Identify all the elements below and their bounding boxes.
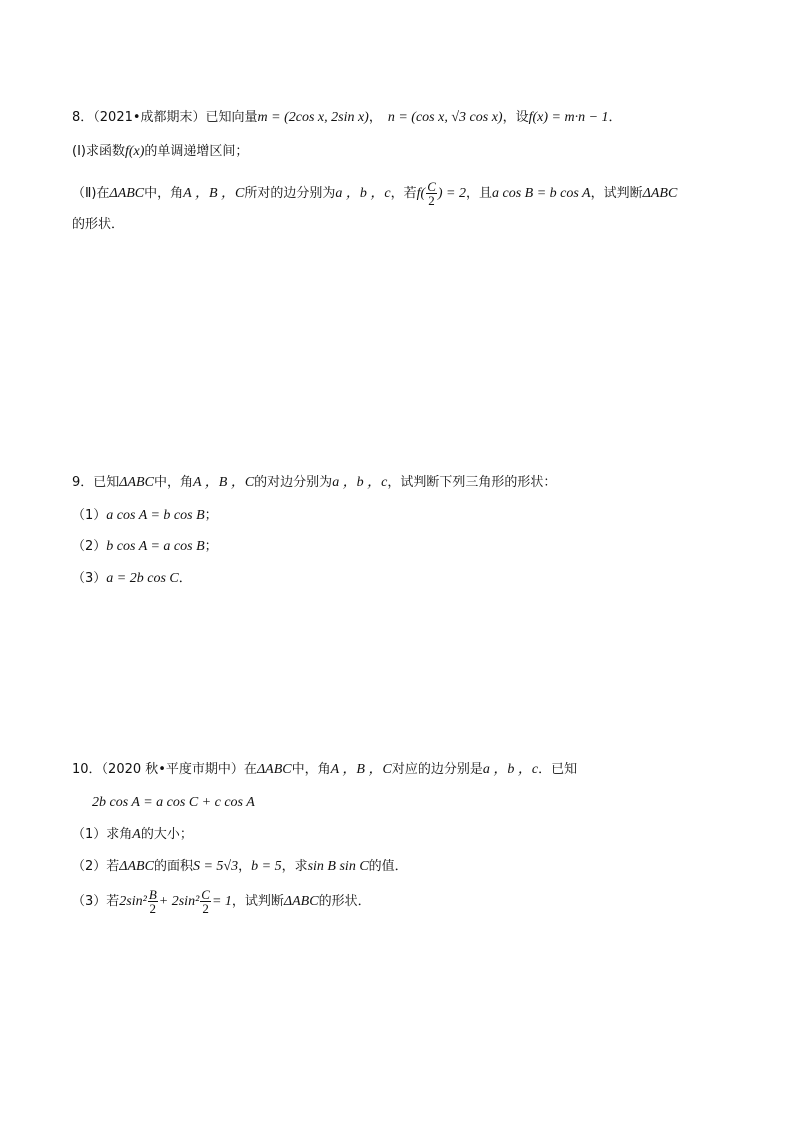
- q10-p3-mid: + 2sin²: [158, 894, 200, 909]
- q8-part2-fraction: [426, 180, 437, 207]
- q10-p3-tail: = 1: [211, 894, 232, 909]
- q10-part2: [72, 858, 408, 876]
- q10-part3: [72, 888, 371, 915]
- q9-item-num: （1）: [72, 508, 107, 523]
- q9-item-end: ．: [178, 571, 192, 586]
- q9-item-2: [72, 538, 218, 556]
- q10-part1: [72, 826, 193, 844]
- q8-part1-text: (Ⅰ)求函数: [72, 144, 125, 159]
- q10-c: 对应的边分别是: [391, 762, 483, 777]
- q8-part2-b: 中，角: [144, 186, 184, 201]
- q8-set-text: ，设: [502, 110, 529, 125]
- q8-line1: [72, 109, 622, 127]
- q8-sep: ，: [368, 110, 382, 125]
- q10-p2-expr: sin B sin C: [307, 859, 369, 874]
- q9-item-3: [72, 570, 192, 588]
- q10-p2-c: ，: [238, 859, 252, 874]
- q8-end: ．: [608, 110, 622, 125]
- q8-frac-den: 2: [428, 193, 435, 208]
- q9-sides: a ，b ，c: [332, 475, 388, 490]
- q9-c: 的对边分别为: [254, 475, 333, 490]
- q10-given-eq: 2b cos A = a cos C + c cos A: [92, 795, 255, 810]
- q10-sides: a ，b ，c: [482, 762, 539, 777]
- q9-item-num: （3）: [72, 571, 107, 586]
- q9-line1: [72, 474, 556, 492]
- q10-p1-var: A: [132, 827, 141, 842]
- q8-frac-num: C: [427, 179, 436, 194]
- q10-p1-b: 的大小；: [140, 827, 193, 842]
- q10-p3-b: ，试判断: [231, 894, 284, 909]
- q8-part2-end: 的形状．: [72, 217, 125, 232]
- q9-d: ，试判断下列三角形的形状：: [387, 475, 557, 490]
- q8-part2-sides: a ，b ，c: [335, 186, 391, 201]
- q9-vars: A ，B ，C: [192, 475, 255, 490]
- q10-b: 中，角: [291, 762, 331, 777]
- q9-item-end: ；: [204, 539, 218, 554]
- q8-part2-f: f(: [416, 186, 426, 201]
- q10-frac1-num: B: [148, 887, 157, 902]
- q8-part2-f-end: ) = 2: [437, 186, 466, 201]
- q10-p3-c: 的形状．: [318, 894, 371, 909]
- q9-item-end: ；: [204, 508, 218, 523]
- q9-item-eq: b cos A = a cos B: [106, 539, 205, 554]
- q10-p3-a: （3）若: [72, 894, 120, 909]
- q8-part2-c: 所对的边分别为: [244, 186, 336, 201]
- q9-a: 9．已知: [72, 475, 120, 490]
- q10-line1: [72, 761, 577, 779]
- q8-part2-eq: a cos B = b cos A: [491, 186, 591, 201]
- q10-frac2-den: 2: [202, 901, 209, 916]
- q8-m-def: m = (2cos x, 2sin x): [257, 110, 369, 125]
- q10-p2-area: S = 5√3: [192, 859, 239, 874]
- q10-a: 10．（2020 秋•平度市期中）在: [72, 762, 257, 777]
- q10-given: [92, 794, 255, 812]
- q8-part1-rest: 的单调递增区间；: [144, 144, 249, 159]
- q10-vars: A ，B ，C: [330, 762, 392, 777]
- q9-item-eq: a cos A = b cos B: [106, 508, 205, 523]
- q8-part2-a: （Ⅱ)在: [72, 186, 110, 201]
- q9-item-1: [72, 507, 218, 525]
- q10-p2-d: ，求: [281, 859, 308, 874]
- q8-part2-triangle2: ΔABC: [642, 186, 678, 201]
- q8-prefix: 8．（2021•成都期末）已知向量: [72, 110, 258, 125]
- q10-p2-triangle: ΔABC: [119, 859, 154, 874]
- q8-part2-cont: [72, 216, 124, 234]
- q10-p1-a: （1）求角: [72, 827, 133, 842]
- q8-part2-e: ，且: [465, 186, 492, 201]
- q10-p3-lead: 2sin²: [119, 894, 147, 909]
- q10-p3-fraction-c: [200, 888, 211, 915]
- q10-frac2-num: C: [201, 887, 210, 902]
- q9-item-eq: a = 2b cos C: [106, 571, 179, 586]
- q9-item-num: （2）: [72, 539, 107, 554]
- q10-p3-fraction-b: [148, 888, 158, 915]
- q8-part2: [72, 180, 677, 207]
- q8-part2-triangle: ΔABC: [109, 186, 145, 201]
- q10-frac1-den: 2: [149, 901, 157, 916]
- q8-n-def: n = (cos x, √3 cos x): [387, 110, 503, 125]
- q8-part2-d: ，若: [390, 186, 417, 201]
- q10-p2-bval: b = 5: [251, 859, 282, 874]
- q9-b: 中，角: [153, 475, 193, 490]
- q10-d: ．已知: [538, 762, 578, 777]
- q8-part2-vars: A ，B ，C: [183, 186, 245, 201]
- q9-triangle: ΔABC: [119, 475, 154, 490]
- q10-p2-e: 的值．: [368, 859, 408, 874]
- q10-p2-a: （2）若: [72, 859, 120, 874]
- q8-part1: [72, 143, 248, 161]
- q8-part2-f2: ，试判断: [590, 186, 643, 201]
- q10-p2-b: 的面积: [153, 859, 193, 874]
- q10-triangle: ΔABC: [256, 762, 292, 777]
- q10-p3-triangle: ΔABC: [283, 894, 319, 909]
- q8-f-def: f(x) = m·n − 1: [528, 110, 609, 125]
- q8-part1-f: f(x): [124, 144, 145, 159]
